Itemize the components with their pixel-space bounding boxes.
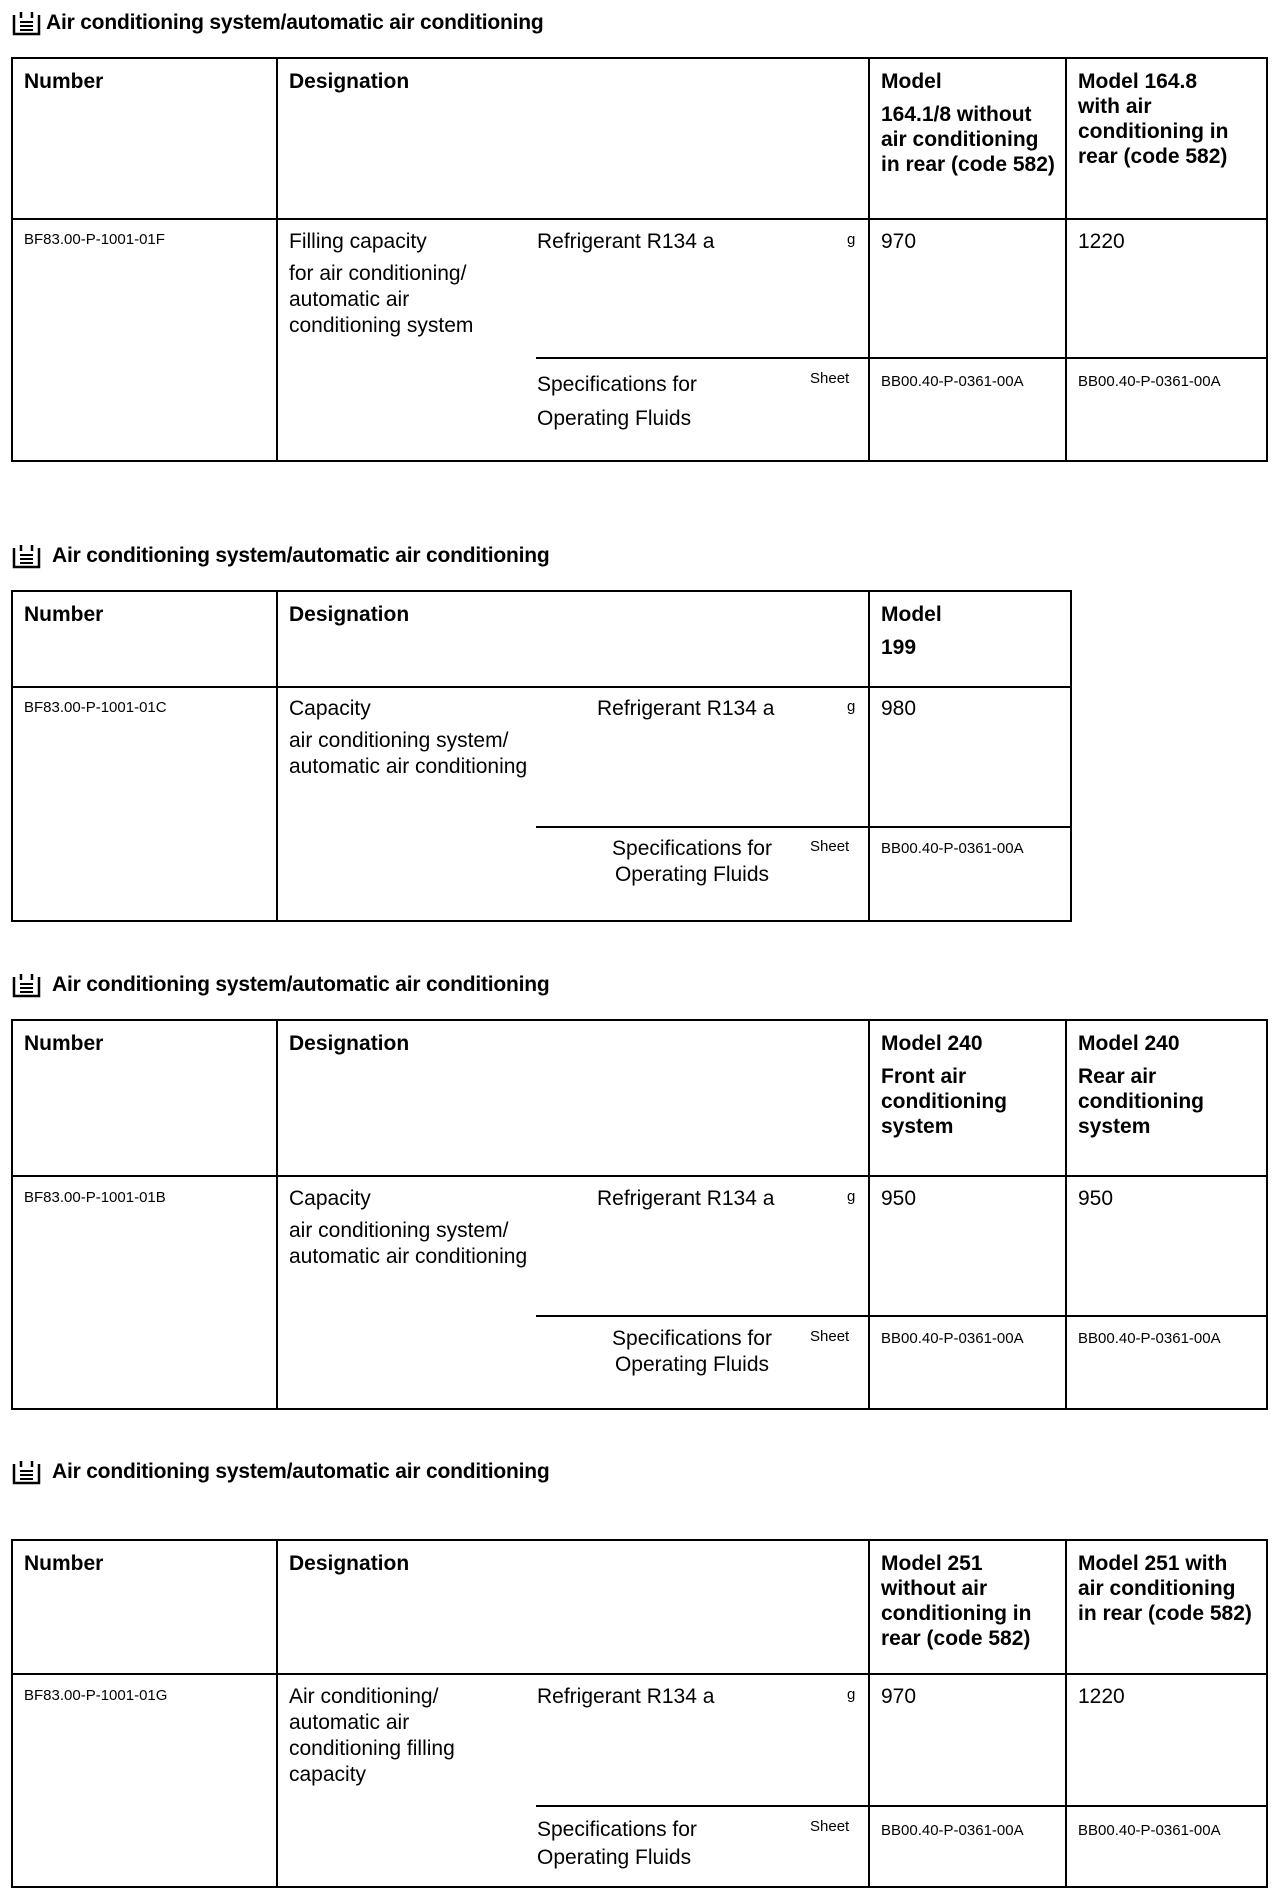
sheet-ref-1: BB00.40-P-0361-00A — [881, 1330, 1024, 1347]
unit-grams: g — [847, 698, 856, 715]
section-title: Air conditioning system/automatic air conditioning — [12, 972, 550, 998]
section-title: Air conditioning system/automatic air conditioning — [12, 543, 550, 569]
sheet-ref-2: BB00.40-P-0361-00A — [1078, 1822, 1221, 1839]
document-list-icon — [12, 972, 42, 998]
header-designation: Designation — [289, 1032, 410, 1055]
header-model-1: Model 164.1/8 without air conditioning in rear (code 582) — [881, 70, 1055, 176]
unit-grams: g — [847, 1686, 856, 1703]
header-number: Number — [24, 70, 104, 93]
document-list-icon — [12, 543, 42, 569]
sheet-ref-1: BB00.40-P-0361-00A — [881, 1822, 1024, 1839]
unit-sheet: Sheet — [810, 370, 850, 387]
sheet-ref-2: BB00.40-P-0361-00A — [1078, 1330, 1221, 1347]
header-number: Number — [24, 1552, 104, 1575]
value-model-1: 970 — [881, 1685, 917, 1708]
value-model-2: 950 — [1078, 1187, 1114, 1210]
spec-table — [11, 590, 1072, 922]
value-model-2: 1220 — [1078, 230, 1125, 253]
row-designation: Capacity air conditioning system/ automatic air conditioning — [289, 1187, 528, 1268]
header-designation: Designation — [289, 70, 410, 93]
unit-grams: g — [847, 231, 856, 248]
unit-sheet: Sheet — [810, 838, 850, 855]
row-designation: Filling capacity for air conditioning/ automatic air conditioning system — [289, 230, 474, 337]
document-list-icon — [12, 10, 42, 36]
unit-sheet: Sheet — [810, 1818, 850, 1835]
value-model-1: 970 — [881, 230, 917, 253]
header-model-2: Model 164.8 with air conditioning in rear (code 582) — [1078, 70, 1229, 168]
spec-table — [11, 57, 1268, 462]
refrigerant-label: Refrigerant R134 a — [597, 1187, 775, 1210]
header-model-1: Model 240 Front air conditioning system — [881, 1032, 1007, 1138]
unit-sheet: Sheet — [810, 1328, 850, 1345]
unit-grams: g — [847, 1188, 856, 1205]
header-number: Number — [24, 1032, 104, 1055]
value-model-1: 950 — [881, 1187, 917, 1210]
spec-table — [11, 1019, 1268, 1410]
spec-label: Specifications for Operating Fluids — [537, 1818, 697, 1869]
refrigerant-label: Refrigerant R134 a — [537, 1685, 715, 1708]
header-model-1: Model 251 without air conditioning in rear (code 582) — [881, 1552, 1032, 1650]
sheet-ref-1: BB00.40-P-0361-00A — [881, 373, 1024, 390]
row-number: BF83.00-P-1001-01B — [24, 1189, 166, 1206]
spec-table — [11, 1539, 1268, 1888]
header-number: Number — [24, 603, 104, 626]
section-title: Air conditioning system/automatic air conditioning — [12, 10, 544, 36]
row-number: BF83.00-P-1001-01G — [24, 1687, 168, 1704]
refrigerant-label: Refrigerant R134 a — [537, 230, 715, 253]
spec-label: Specifications for Operating Fluids — [612, 1327, 772, 1376]
spec-label: Specifications for Operating Fluids — [537, 373, 697, 430]
spec-label: Specifications for Operating Fluids — [612, 837, 772, 886]
header-model-2: Model 251 with air conditioning in rear (code 582) — [1078, 1552, 1252, 1625]
sheet-ref-1: BB00.40-P-0361-00A — [881, 840, 1024, 857]
header-designation: Designation — [289, 603, 410, 626]
header-model-2: Model 240 Rear air conditioning system — [1078, 1032, 1204, 1138]
sheet-ref-2: BB00.40-P-0361-00A — [1078, 373, 1221, 390]
row-number: BF83.00-P-1001-01C — [24, 699, 167, 716]
document-list-icon — [12, 1459, 42, 1485]
refrigerant-label: Refrigerant R134 a — [597, 697, 775, 720]
row-designation: Air conditioning/ automatic air conditioning filling capacity — [289, 1685, 455, 1786]
header-designation: Designation — [289, 1552, 410, 1575]
header-model-1: Model 199 — [881, 603, 942, 659]
value-model-2: 1220 — [1078, 1685, 1125, 1708]
row-number: BF83.00-P-1001-01F — [24, 231, 165, 248]
section-title: Air conditioning system/automatic air conditioning — [12, 1459, 550, 1485]
row-designation: Capacity air conditioning system/ automatic air conditioning — [289, 697, 528, 778]
value-model-1: 980 — [881, 697, 917, 720]
